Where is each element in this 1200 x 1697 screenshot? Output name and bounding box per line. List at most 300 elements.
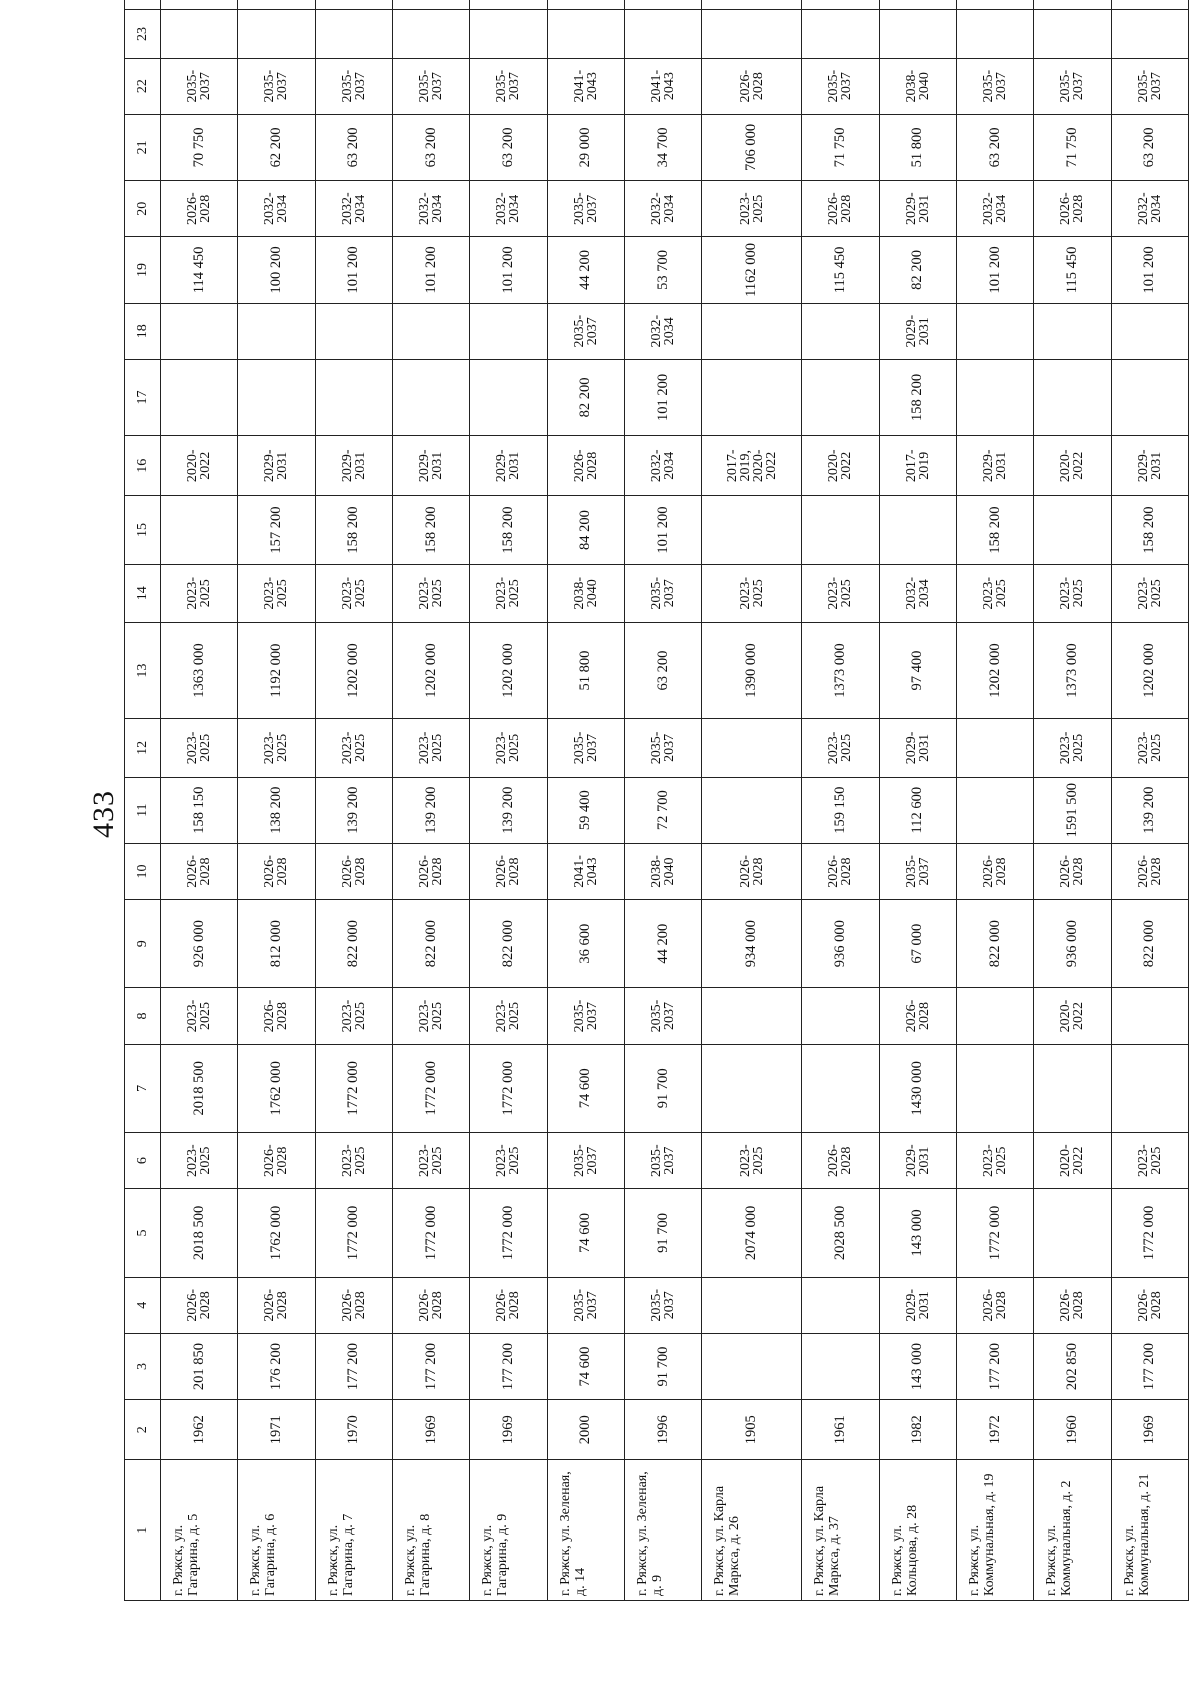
table-cell — [315, 303, 392, 359]
table-cell: 101 200 — [470, 237, 547, 303]
table-cell: 2026- 2028 — [802, 1133, 879, 1189]
table-cell: 2041- 2043 — [547, 58, 624, 114]
table-cell: 2023- 2025 — [1111, 1133, 1188, 1189]
table-cell: 158 200 — [956, 496, 1033, 564]
table-cell: 2035- 2037 — [315, 58, 392, 114]
table-cell: 100 200 — [238, 237, 315, 303]
table-cell: 1996 — [624, 1400, 701, 1460]
table-cell: 2029- 2031 — [1111, 436, 1188, 496]
table-cell: 2032- 2034 — [315, 181, 392, 237]
table-cell: 2026- 2028 — [956, 1277, 1033, 1333]
table-cell: 2023- 2025 — [1034, 719, 1111, 777]
table-cell: 1905 — [702, 1400, 802, 1460]
table-row — [1111, 0, 1188, 1601]
table-cell: 2029- 2031 — [879, 1277, 956, 1333]
table-cell: 177 200 — [956, 1333, 1033, 1399]
address-cell: г. Ряжск, ул. Гагарина, д. 9 — [470, 1460, 547, 1601]
table-cell: 2026- 2028 — [161, 843, 238, 899]
table-cell: 1202 000 — [315, 622, 392, 718]
table-cell: 2026- 2028 — [702, 58, 802, 114]
table-cell: 2026- 2028 — [161, 181, 238, 237]
table-cell: 2035- 2037 — [624, 1133, 701, 1189]
table-cell: 62 200 — [238, 114, 315, 180]
table-cell — [956, 10, 1033, 58]
table-cell: 1430 000 — [879, 1044, 956, 1132]
table-cell: 2029- 2031 — [470, 436, 547, 496]
table-cell: 2026- 2028 — [470, 843, 547, 899]
table-cell: 2023- 2025 — [315, 1133, 392, 1189]
table-cell: 2028 500 — [802, 1189, 879, 1277]
table-cell: 2023- 2025 — [702, 181, 802, 237]
table-cell: 2023- 2025 — [392, 719, 469, 777]
table-cell: 34 700 — [624, 114, 701, 180]
table-cell: 2035- 2037 — [1034, 58, 1111, 114]
table-cell — [802, 1277, 879, 1333]
address-cell: г. Ряжск, ул. Кольцова, д. 28 — [879, 1460, 956, 1601]
table-cell: 82 200 — [879, 237, 956, 303]
table-cell: 201 850 — [161, 1333, 238, 1399]
column-header-18: 18 — [125, 303, 161, 359]
table-cell: 97 400 — [879, 622, 956, 718]
table-cell — [702, 303, 802, 359]
table-cell: 2032- 2034 — [879, 564, 956, 622]
table-cell: 2038- 2040 — [879, 58, 956, 114]
table-cell: 63 200 — [392, 114, 469, 180]
table-cell: 1390 000 — [702, 622, 802, 718]
table-cell — [1034, 496, 1111, 564]
table-cell: 2035- 2037 — [238, 58, 315, 114]
table-cell: 1772 000 — [392, 1044, 469, 1132]
table-cell — [1111, 10, 1188, 58]
table-cell: 63 200 — [624, 622, 701, 718]
table-cell — [392, 359, 469, 435]
table-cell — [879, 10, 956, 58]
address-cell: г. Ряжск, ул. Гагарина, д. 5 — [161, 1460, 238, 1601]
table-cell: 2032- 2034 — [624, 303, 701, 359]
table-cell: 177 200 — [470, 1333, 547, 1399]
column-header-4: 4 — [125, 1277, 161, 1333]
table-cell: 67 000 — [879, 900, 956, 988]
address-cell: г. Ряжск, ул. Карла Маркса, д. 26 — [702, 1460, 802, 1601]
table-cell — [956, 719, 1033, 777]
table-cell: 101 200 — [956, 237, 1033, 303]
table-cell — [470, 0, 547, 10]
table-cell: 2029- 2031 — [315, 436, 392, 496]
table-cell: 74 600 — [547, 1333, 624, 1399]
table-cell: 2023- 2025 — [315, 988, 392, 1044]
table-cell: 2026- 2028 — [238, 843, 315, 899]
table-cell: 2023- 2025 — [470, 988, 547, 1044]
column-header-6: 6 — [125, 1133, 161, 1189]
column-header-8: 8 — [125, 988, 161, 1044]
table-cell — [1034, 303, 1111, 359]
table-cell — [702, 1333, 802, 1399]
table-cell: 2029- 2031 — [956, 436, 1033, 496]
table-cell — [702, 496, 802, 564]
table-cell — [547, 10, 624, 58]
table-cell: 2035- 2037 — [802, 58, 879, 114]
table-cell: 2017- 2019, 2020- 2022 — [702, 436, 802, 496]
table-row — [547, 0, 624, 1601]
table-cell: 112 600 — [879, 777, 956, 843]
table-cell — [1111, 988, 1188, 1044]
table-row — [238, 0, 315, 1601]
table-cell: 202 850 — [1034, 1333, 1111, 1399]
table-cell: 1762 000 — [238, 1189, 315, 1277]
table-cell — [238, 303, 315, 359]
table-cell: 2017- 2019 — [879, 436, 956, 496]
table-cell: 101 200 — [1111, 237, 1188, 303]
table-cell: 2032- 2034 — [956, 181, 1033, 237]
table-cell: 2020- 2022 — [161, 436, 238, 496]
table-cell: 2029- 2031 — [879, 181, 956, 237]
table-cell: 1772 000 — [470, 1189, 547, 1277]
address-cell: г. Ряжск, ул. Зеленая, д. 9 — [624, 1460, 701, 1601]
table-cell: 936 000 — [802, 900, 879, 988]
table-cell — [702, 10, 802, 58]
table-cell: 2035- 2037 — [392, 58, 469, 114]
table-row — [161, 0, 238, 1601]
table-cell — [238, 359, 315, 435]
table-cell: 51 800 — [879, 114, 956, 180]
column-header-2: 2 — [125, 1400, 161, 1460]
table-cell: 63 200 — [315, 114, 392, 180]
table-cell: 143 000 — [879, 1189, 956, 1277]
table-cell — [161, 303, 238, 359]
page-number: 433 — [87, 790, 120, 838]
table-cell — [802, 1044, 879, 1132]
table-cell: 2023- 2025 — [161, 564, 238, 622]
table-cell: 101 200 — [624, 359, 701, 435]
table-cell: 2000 — [547, 1400, 624, 1460]
repair-schedule-table — [124, 0, 1189, 1601]
table-cell: 2023- 2025 — [1034, 564, 1111, 622]
table-cell: 2041- 2043 — [547, 843, 624, 899]
table-cell — [1034, 359, 1111, 435]
table-cell — [238, 0, 315, 10]
table-cell: 139 200 — [315, 777, 392, 843]
table-cell: 158 200 — [879, 359, 956, 435]
table-cell: 2032- 2034 — [238, 181, 315, 237]
table-cell: 822 000 — [392, 900, 469, 988]
table-cell — [1111, 359, 1188, 435]
table-cell: 822 000 — [1111, 900, 1188, 988]
column-header-19: 19 — [125, 237, 161, 303]
table-cell: 2035- 2037 — [547, 303, 624, 359]
table-cell: 101 200 — [392, 237, 469, 303]
table-cell: 2020- 2022 — [802, 436, 879, 496]
table-cell: 1772 000 — [315, 1044, 392, 1132]
table-cell: 74 600 — [547, 1044, 624, 1132]
table-cell: 2026- 2028 — [956, 843, 1033, 899]
table-cell: 2023- 2025 — [238, 564, 315, 622]
table-cell: 44 200 — [624, 900, 701, 988]
table-cell — [702, 1277, 802, 1333]
table-cell: 2020- 2022 — [1034, 436, 1111, 496]
column-header-11: 11 — [125, 777, 161, 843]
table-cell: 2026- 2028 — [392, 1277, 469, 1333]
table-cell: 1162 000 — [702, 237, 802, 303]
table-cell — [956, 0, 1033, 10]
column-header-5: 5 — [125, 1189, 161, 1277]
address-cell: г. Ряжск, ул. Коммунальная, д. 2 — [1034, 1460, 1111, 1601]
table-cell: 1192 000 — [238, 622, 315, 718]
table-cell: 812 000 — [238, 900, 315, 988]
column-header-13: 13 — [125, 622, 161, 718]
table-cell: 2035- 2037 — [956, 58, 1033, 114]
table-cell: 706 000 — [702, 114, 802, 180]
table-cell: 176 200 — [238, 1333, 315, 1399]
table-cell — [1111, 0, 1188, 10]
table-cell — [161, 10, 238, 58]
table-cell — [238, 10, 315, 58]
table-cell: 2035- 2037 — [161, 58, 238, 114]
table-cell — [956, 359, 1033, 435]
table-cell — [802, 496, 879, 564]
address-cell: г. Ряжск, ул. Коммунальная, д. 21 — [1111, 1460, 1188, 1601]
table-cell: 1969 — [392, 1400, 469, 1460]
table-cell — [702, 988, 802, 1044]
table-cell: 91 700 — [624, 1044, 701, 1132]
address-cell: г. Ряжск, ул. Зеленая, д. 14 — [547, 1460, 624, 1601]
table-cell: 139 200 — [470, 777, 547, 843]
column-header-15: 15 — [125, 496, 161, 564]
table-cell — [802, 1333, 879, 1399]
table-row — [879, 0, 956, 1601]
table-cell: 1202 000 — [470, 622, 547, 718]
table-cell: 82 200 — [547, 359, 624, 435]
table-cell — [624, 0, 701, 10]
table-cell: 158 200 — [1111, 496, 1188, 564]
table-cell: 2026- 2028 — [879, 988, 956, 1044]
table-cell — [702, 359, 802, 435]
table-cell: 2026- 2028 — [470, 1277, 547, 1333]
table-cell: 2023- 2025 — [392, 988, 469, 1044]
table-cell: 2023- 2025 — [161, 719, 238, 777]
table-cell: 101 200 — [624, 496, 701, 564]
table-cell: 1202 000 — [1111, 622, 1188, 718]
table-cell: 1202 000 — [392, 622, 469, 718]
table-cell: 2035- 2037 — [624, 564, 701, 622]
table-row — [624, 0, 701, 1601]
table-cell: 2026- 2028 — [315, 1277, 392, 1333]
address-cell: г. Ряжск, ул. Коммунальная, д. 19 — [956, 1460, 1033, 1601]
column-header-7: 7 — [125, 1044, 161, 1132]
table-cell: 2026- 2028 — [1111, 843, 1188, 899]
table-cell: 2018 500 — [161, 1044, 238, 1132]
table-cell: 115 450 — [802, 237, 879, 303]
table-cell: 2023- 2025 — [161, 1133, 238, 1189]
table-cell: 2032- 2034 — [1111, 181, 1188, 237]
table-cell — [956, 303, 1033, 359]
table-cell: 2035- 2037 — [547, 1133, 624, 1189]
table-cell: 72 700 — [624, 777, 701, 843]
table-cell: 1971 — [238, 1400, 315, 1460]
address-cell: г. Ряжск, ул. Гагарина, д. 6 — [238, 1460, 315, 1601]
table-cell: 2035- 2037 — [547, 719, 624, 777]
address-cell: г. Ряжск, ул. Карла Маркса, д. 37 — [802, 1460, 879, 1601]
table-cell: 74 600 — [547, 1189, 624, 1277]
table-cell: 2032- 2034 — [624, 181, 701, 237]
table-cell: 177 200 — [1111, 1333, 1188, 1399]
table-cell — [470, 359, 547, 435]
table-cell: 1772 000 — [470, 1044, 547, 1132]
table-cell: 2023- 2025 — [956, 564, 1033, 622]
table-cell: 2023- 2025 — [315, 719, 392, 777]
table-row — [956, 0, 1033, 1601]
table-cell: 1969 — [470, 1400, 547, 1460]
table-cell — [392, 10, 469, 58]
table-cell: 1373 000 — [802, 622, 879, 718]
table-cell: 2020- 2022 — [1034, 1133, 1111, 1189]
table-cell — [161, 0, 238, 10]
table-cell: 71 750 — [1034, 114, 1111, 180]
table-cell — [956, 777, 1033, 843]
table-row — [702, 0, 802, 1601]
table-cell — [802, 359, 879, 435]
table-cell: 1969 — [1111, 1400, 1188, 1460]
column-header-21: 21 — [125, 114, 161, 180]
table-cell: 1772 000 — [1111, 1189, 1188, 1277]
table-cell — [702, 777, 802, 843]
table-cell: 822 000 — [315, 900, 392, 988]
table-row — [470, 0, 547, 1601]
table-cell: 2029- 2031 — [392, 436, 469, 496]
table-row — [392, 0, 469, 1601]
table-cell: 158 150 — [161, 777, 238, 843]
table-cell: 114 450 — [161, 237, 238, 303]
table-cell: 159 150 — [802, 777, 879, 843]
table-cell: 2023- 2025 — [956, 1133, 1033, 1189]
table-cell — [392, 0, 469, 10]
table-cell: 2020- 2022 — [1034, 988, 1111, 1044]
table-cell — [547, 0, 624, 10]
table-cell: 2023- 2025 — [161, 988, 238, 1044]
table-cell: 59 400 — [547, 777, 624, 843]
table-cell: 139 200 — [1111, 777, 1188, 843]
table-cell — [315, 10, 392, 58]
table-cell: 822 000 — [956, 900, 1033, 988]
table-cell: 2029- 2031 — [879, 1133, 956, 1189]
table-cell: 2026- 2028 — [702, 843, 802, 899]
table-cell: 2023- 2025 — [470, 1133, 547, 1189]
table-cell: 1762 000 — [238, 1044, 315, 1132]
address-cell: г. Ряжск, ул. Гагарина, д. 8 — [392, 1460, 469, 1601]
table-cell: 1972 — [956, 1400, 1033, 1460]
table-cell: 2023- 2025 — [1111, 719, 1188, 777]
table-cell: 71 750 — [802, 114, 879, 180]
table-cell: 2035- 2037 — [547, 988, 624, 1044]
column-header-9: 9 — [125, 900, 161, 988]
table-cell: 2029- 2031 — [879, 303, 956, 359]
table-row — [315, 0, 392, 1601]
table-cell — [702, 1044, 802, 1132]
table-cell — [161, 496, 238, 564]
table-cell: 2035- 2037 — [624, 1277, 701, 1333]
table-cell — [315, 359, 392, 435]
column-header-20: 20 — [125, 181, 161, 237]
column-header-10: 10 — [125, 843, 161, 899]
table-header-row — [125, 0, 161, 1601]
table-cell: 29 000 — [547, 114, 624, 180]
table-cell: 2035- 2037 — [1111, 58, 1188, 114]
table-cell: 934 000 — [702, 900, 802, 988]
table-cell: 2026- 2028 — [1111, 1277, 1188, 1333]
table-cell: 2041- 2043 — [624, 58, 701, 114]
table-cell: 2038- 2040 — [624, 843, 701, 899]
table-cell: 2035- 2037 — [624, 988, 701, 1044]
table-cell: 2026- 2028 — [802, 843, 879, 899]
table-cell — [1111, 1044, 1188, 1132]
table-cell: 1772 000 — [956, 1189, 1033, 1277]
table-cell: 2026- 2028 — [1034, 181, 1111, 237]
table-cell — [470, 303, 547, 359]
table-cell: 1962 — [161, 1400, 238, 1460]
table-cell: 91 700 — [624, 1189, 701, 1277]
table-cell: 2026- 2028 — [238, 988, 315, 1044]
table-cell: 1961 — [802, 1400, 879, 1460]
table-row — [802, 0, 879, 1601]
table-cell: 2026- 2028 — [802, 181, 879, 237]
table-cell — [1111, 303, 1188, 359]
column-header-1: 1 — [125, 1460, 161, 1601]
column-header-23: 23 — [125, 10, 161, 58]
table-cell: 158 200 — [470, 496, 547, 564]
table-cell: 2035- 2037 — [547, 1277, 624, 1333]
table-cell — [802, 0, 879, 10]
column-header-22: 22 — [125, 58, 161, 114]
column-header-24 — [125, 0, 161, 10]
column-header-3: 3 — [125, 1333, 161, 1399]
column-header-12: 12 — [125, 719, 161, 777]
table-cell — [702, 719, 802, 777]
table-cell: 1970 — [315, 1400, 392, 1460]
table-cell — [879, 496, 956, 564]
table-cell: 115 450 — [1034, 237, 1111, 303]
table-cell: 157 200 — [238, 496, 315, 564]
table-cell — [956, 988, 1033, 1044]
table-cell: 2023- 2025 — [702, 564, 802, 622]
table-cell: 63 200 — [956, 114, 1033, 180]
table-cell: 2023- 2025 — [392, 564, 469, 622]
table-cell: 51 800 — [547, 622, 624, 718]
table-cell — [470, 10, 547, 58]
table-cell: 2026- 2028 — [315, 843, 392, 899]
table-cell — [802, 303, 879, 359]
table-cell: 926 000 — [161, 900, 238, 988]
table-cell: 84 200 — [547, 496, 624, 564]
table-cell: 158 200 — [315, 496, 392, 564]
table-cell: 2029- 2031 — [879, 719, 956, 777]
table-cell: 63 200 — [1111, 114, 1188, 180]
table-cell — [161, 359, 238, 435]
column-header-17: 17 — [125, 359, 161, 435]
table-cell: 1373 000 — [1034, 622, 1111, 718]
table-cell: 44 200 — [547, 237, 624, 303]
table-cell: 2032- 2034 — [470, 181, 547, 237]
table-cell: 2035- 2037 — [547, 181, 624, 237]
table-cell: 2023- 2025 — [238, 719, 315, 777]
table-cell — [879, 0, 956, 10]
column-header-14: 14 — [125, 564, 161, 622]
table-cell: 177 200 — [315, 1333, 392, 1399]
table-cell: 101 200 — [315, 237, 392, 303]
table-cell: 2026- 2028 — [547, 436, 624, 496]
table-cell: 2023- 2025 — [802, 564, 879, 622]
table-cell: 53 700 — [624, 237, 701, 303]
table-cell: 1202 000 — [956, 622, 1033, 718]
table-cell: 2026- 2028 — [1034, 1277, 1111, 1333]
